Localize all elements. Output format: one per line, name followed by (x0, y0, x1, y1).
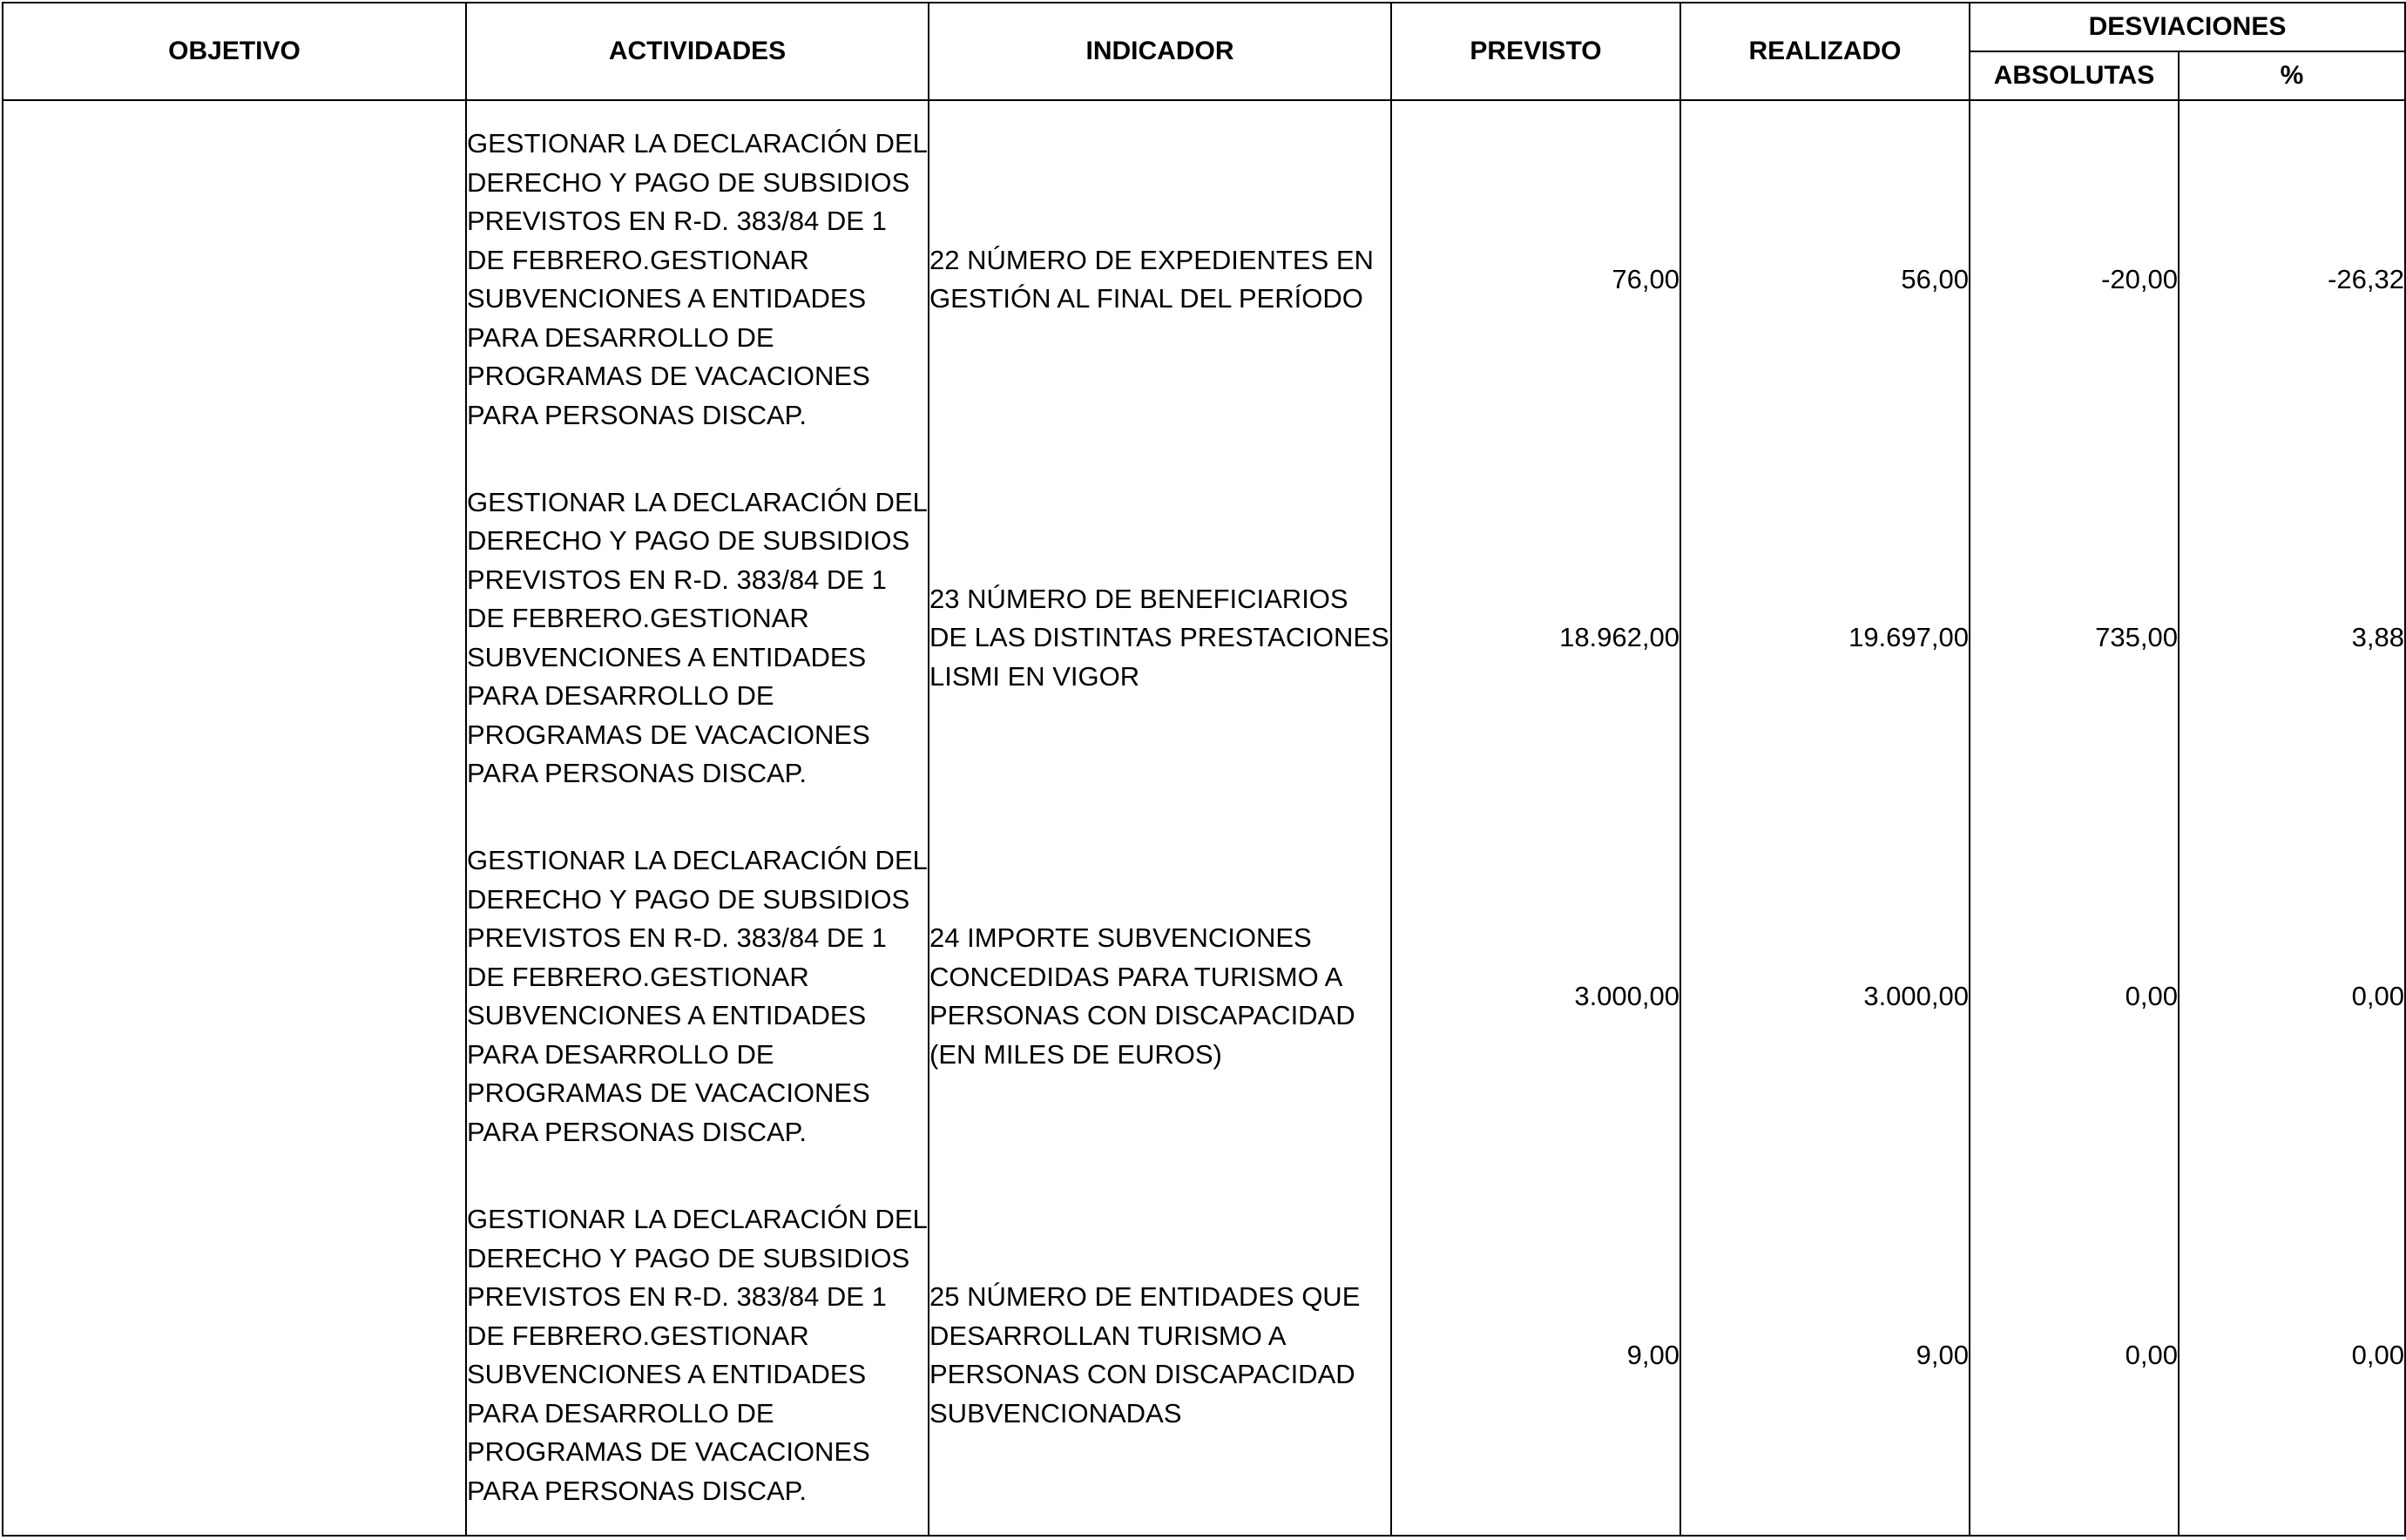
cell-previsto: 18.962,00 (1391, 459, 1680, 818)
cell-absolutas: 0,00 (1970, 1176, 2179, 1536)
header-previsto: PREVISTO (1391, 3, 1680, 100)
cell-indicador: 23 NÚMERO DE BENEFICIARIOS DE LAS DISTINTAS PRESTACIONES LISMI EN VIGOR (929, 459, 1391, 818)
header-desviaciones: DESVIACIONES (1970, 3, 2405, 51)
cell-actividad: GESTIONAR LA DECLARACIÓN DEL DERECHO Y PAGO DE SUBSIDIOS PREVISTOS EN R-D. 383/84 DE 1 DE FEBRERO.GESTIONAR SUBVENCIONES A ENTIDADES PARA DESARROLLO DE PROGRAMAS DE VACACIONES PARA PERSONAS DISCAP. (466, 1176, 929, 1536)
cell-porcentaje: 3,88 (2179, 459, 2405, 818)
cell-absolutas: -20,00 (1970, 100, 2179, 459)
table-row (3, 1176, 2405, 1536)
cell-porcentaje: -26,32 (2179, 100, 2405, 459)
cell-previsto: 3.000,00 (1391, 817, 1680, 1176)
cell-realizado: 9,00 (1680, 1176, 1970, 1536)
cell-objetivo (3, 817, 466, 1176)
header-objetivo: OBJETIVO (3, 3, 466, 100)
cell-realizado: 19.697,00 (1680, 459, 1970, 818)
cell-objetivo (3, 459, 466, 818)
cell-indicador: 25 NÚMERO DE ENTIDADES QUE DESARROLLAN TURISMO A PERSONAS CON DISCAPACIDAD SUBVENCIONADAS (929, 1176, 1391, 1536)
cell-objetivo (3, 100, 466, 459)
table-row (3, 100, 2405, 459)
cell-absolutas: 735,00 (1970, 459, 2179, 818)
cell-indicador: 24 IMPORTE SUBVENCIONES CONCEDIDAS PARA TURISMO A PERSONAS CON DISCAPACIDAD (EN MILES DE EUROS) (929, 817, 1391, 1176)
cell-porcentaje: 0,00 (2179, 1176, 2405, 1536)
cell-indicador: 22 NÚMERO DE EXPEDIENTES EN GESTIÓN AL FINAL DEL PERÍODO (929, 100, 1391, 459)
header-indicador: INDICADOR (929, 3, 1391, 100)
cell-actividad: GESTIONAR LA DECLARACIÓN DEL DERECHO Y PAGO DE SUBSIDIOS PREVISTOS EN R-D. 383/84 DE 1 DE FEBRERO.GESTIONAR SUBVENCIONES A ENTIDADES PARA DESARROLLO DE PROGRAMAS DE VACACIONES PARA PERSONAS DISCAP. (466, 100, 929, 459)
header-row (3, 3, 2405, 51)
header-realizado: REALIZADO (1680, 3, 1970, 100)
header-actividades: ACTIVIDADES (466, 3, 929, 100)
cell-actividad: GESTIONAR LA DECLARACIÓN DEL DERECHO Y PAGO DE SUBSIDIOS PREVISTOS EN R-D. 383/84 DE 1 DE FEBRERO.GESTIONAR SUBVENCIONES A ENTIDADES PARA DESARROLLO DE PROGRAMAS DE VACACIONES PARA PERSONAS DISCAP. (466, 817, 929, 1176)
indicators-table (2, 2, 2406, 1537)
cell-actividad: GESTIONAR LA DECLARACIÓN DEL DERECHO Y PAGO DE SUBSIDIOS PREVISTOS EN R-D. 383/84 DE 1 DE FEBRERO.GESTIONAR SUBVENCIONES A ENTIDADES PARA DESARROLLO DE PROGRAMAS DE VACACIONES PARA PERSONAS DISCAP. (466, 459, 929, 818)
cell-previsto: 9,00 (1391, 1176, 1680, 1536)
table-row (3, 817, 2405, 1176)
cell-realizado: 56,00 (1680, 100, 1970, 459)
header-absolutas: ABSOLUTAS (1970, 51, 2179, 100)
cell-absolutas: 0,00 (1970, 817, 2179, 1176)
header-porcentaje: % (2179, 51, 2405, 100)
cell-porcentaje: 0,00 (2179, 817, 2405, 1176)
cell-realizado: 3.000,00 (1680, 817, 1970, 1176)
table-row (3, 459, 2405, 818)
cell-previsto: 76,00 (1391, 100, 1680, 459)
cell-objetivo (3, 1176, 466, 1536)
